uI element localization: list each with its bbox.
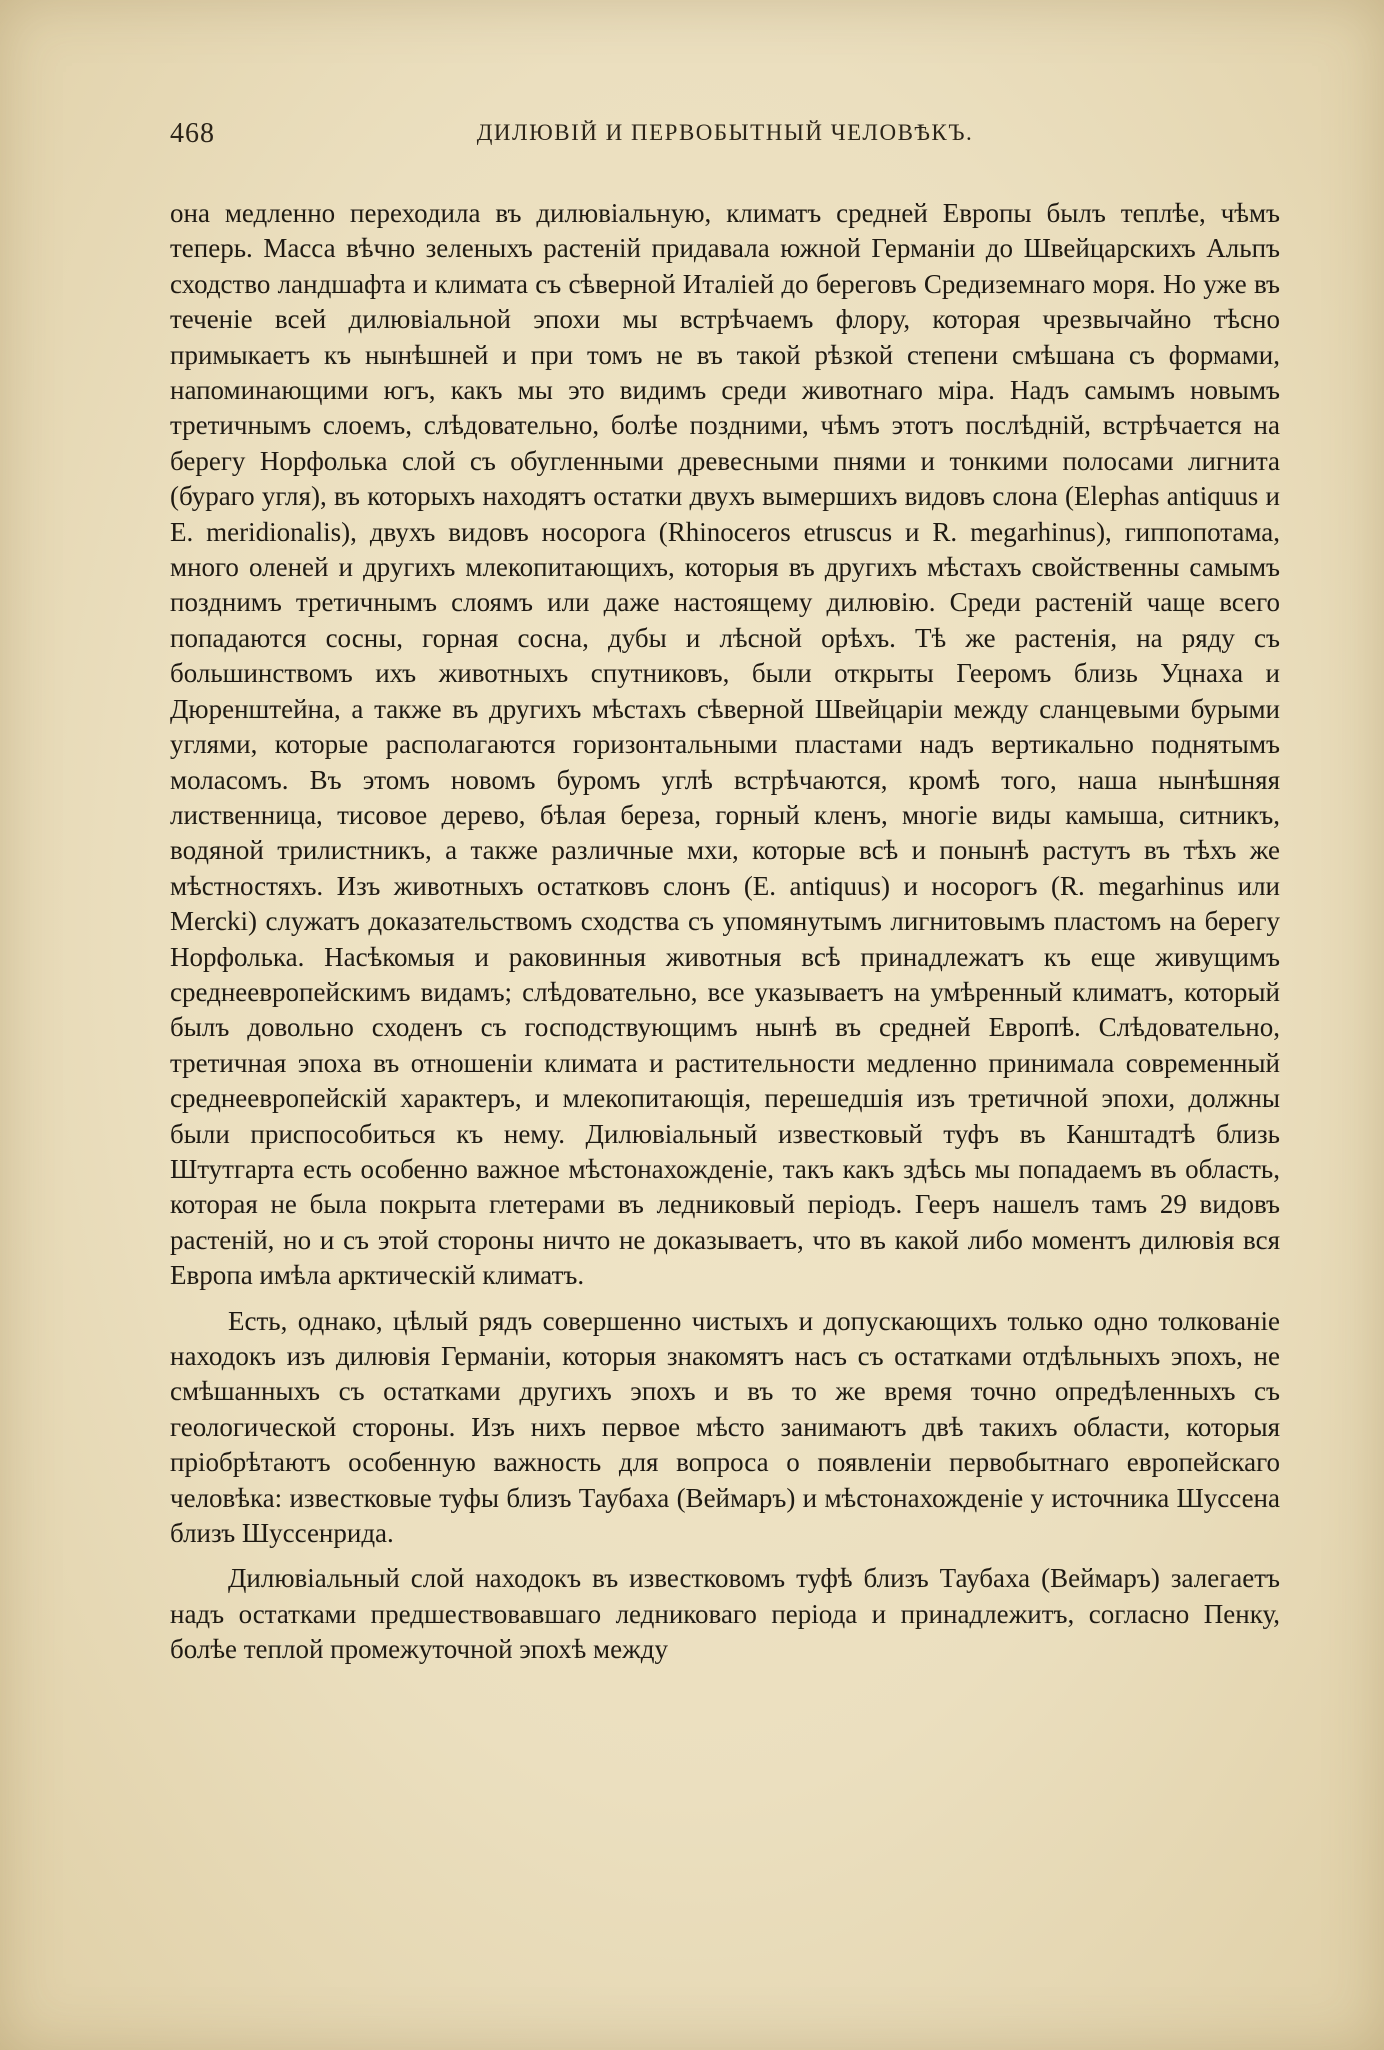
page-number: 468 [170,118,215,149]
body-text [170,196,1280,1678]
paragraph: Есть, однако, цѣлый рядъ совершенно чистыхъ и допускающихъ только одно толкованіе находокъ изъ дилювія Германіи, которыя знакомятъ насъ съ остатками отдѣльныхъ эпохъ, не смѣшанныхъ съ остатками другихъ эпохъ и въ то же время точно опредѣленныхъ съ геологической стороны. Изъ нихъ первое мѣсто занимаютъ двѣ такихъ области, которыя пріобрѣтаютъ особенную важность для вопроса о появленіи первобытнаго европейскаго человѣка: известковые туфы близъ Таубаха (Веймаръ) и мѣстонахожденіе у источника Шуссена близъ Шуссенрида. [170,1305,1280,1549]
paragraph: Дилювіальный слой находокъ въ известковомъ туфѣ близъ Таубаха (Веймаръ) залегаетъ надъ остатками предшествовавшаго ледниковаго періода и принадлежитъ, согласно Пенку, болѣе теплой промежуточной эпохѣ между [170,1563,1280,1665]
paragraph: она медленно переходила въ дилювіальную, климатъ средней Европы былъ теплѣе, чѣмъ теперь. Масса вѣчно зеленыхъ растеній придавала южной Германіи до Швейцарскихъ Альпъ сходство ландшафта и климата съ сѣверной Италіей до береговъ Средиземнаго моря. Но уже въ теченіе всей дилювіальной эпохи мы встрѣчаемъ флору, которая чрезвычайно тѣсно примыкаетъ къ нынѣшней и при томъ не въ такой рѣзкой степени смѣшана съ формами, напоминающими югъ, какъ мы это видимъ среди животнаго міра. Надъ самымъ новымъ третичнымъ слоемъ, слѣдовательно, болѣе поздними, чѣмъ этотъ послѣдній, встрѣчается на берегу Норфолька слой съ обугленными древесными пнями и тонкими полосами лигнита (бураго угля), въ которыхъ находятъ остатки двухъ вымершихъ видовъ слона (Elephas antiquus и E. meridionalis), двухъ видовъ носорога (Rhinoceros etruscus и R. megarhinus), гиппопотама, много оленей и другихъ млекопитающихъ, которыя въ другихъ мѣстахъ свойственны самымъ позднимъ третичнымъ слоямъ или даже настоящему дилювію. Среди растеній чаще всего попадаются сосны, горная сосна, дубы и лѣсной орѣхъ. Тѣ же растенія, на ряду съ большинствомъ ихъ животныхъ спутниковъ, были открыты Геeромъ близь Уцнаха и Дюренштейна, а также въ другихъ мѣстахъ сѣверной Швейцаріи между сланцевыми бурыми углями, которые располагаются горизонтальными пластами надъ вертикально поднятымъ моласомъ. Въ этомъ новомъ буромъ углѣ встрѣчаются, кромѣ того, наша нынѣшняя лиственница, тисовое дерево, бѣлая береза, горный кленъ, многіе виды камыша, ситникъ, водяной трилистникъ, а также различные мхи, которые всѣ и понынѣ растутъ въ тѣхъ же мѣстностяхъ. Изъ животныхъ остатковъ слонъ (E. antiquus) и носорогъ (R. megarhinus или Mercki) служатъ доказательствомъ сходства съ упомянутымъ лигнитовымъ пластомъ на берегу Норфолька. Насѣкомыя и раковинныя животныя всѣ принадлежатъ къ еще живущимъ среднеевропейскимъ видамъ; слѣдовательно, все указываетъ на умѣренный климатъ, который былъ довольно сходенъ съ господствующимъ нынѣ въ средней Европѣ. Слѣдовательно, третичная эпоха въ отношеніи климата и растительности медленно принимала современный среднеевропейскій характеръ, и млекопитающія, перешедшія изъ третичной эпохи, должны были приспособиться къ нему. Дилювіальный известковый туфъ въ Канштадтѣ близь Штутгарта есть особенно важное мѣстонахожденіе, такъ какъ здѣсь мы попадаемъ въ область, которая не была покрыта глетерами въ ледниковый періодъ. Геeръ нашелъ тамъ 29 видовъ растеній, но и съ этой стороны ничто не доказываетъ, что въ какой либо моментъ дилювія вся Европа имѣла арктическій климатъ. [170,198,1280,1291]
page-header [170,118,1280,158]
running-title: ДИЛЮВІЙ И ПЕРВОБЫТНЫЙ ЧЕЛОВѢКЪ. [476,120,974,145]
